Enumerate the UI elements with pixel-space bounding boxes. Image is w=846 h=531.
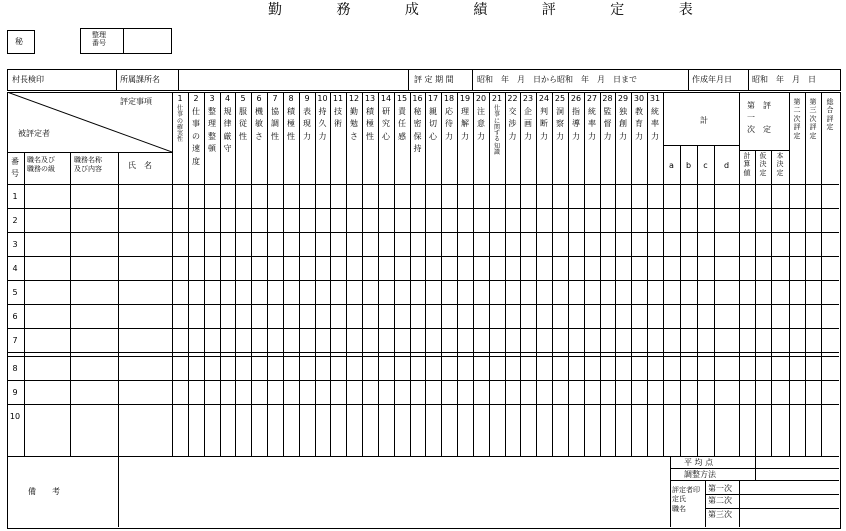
criterion-label: 企 画 力 bbox=[524, 107, 532, 141]
criterion-number: 10 bbox=[317, 94, 328, 103]
criterion-number: 22 bbox=[507, 94, 518, 103]
criterion-number: 27 bbox=[586, 94, 598, 103]
row-number: 6 bbox=[12, 312, 18, 321]
criterion-number: 16 bbox=[412, 94, 423, 103]
criterion-label: 持 久 力 bbox=[318, 107, 327, 141]
criterion-number: 29 bbox=[617, 94, 629, 103]
secret-label: 秘 bbox=[15, 37, 23, 46]
signature-row-label: 第一次 bbox=[708, 484, 732, 493]
criterion-label: 統 率 力 bbox=[588, 107, 596, 141]
col-no-label: 番 号 bbox=[11, 157, 19, 178]
criterion-label: 理 解 力 bbox=[461, 107, 469, 141]
criterion-label: 整 理 整 頓 bbox=[208, 107, 216, 154]
criterion-number: 15 bbox=[396, 94, 408, 103]
overall-eval-label: 総 合 評 定 bbox=[826, 98, 834, 132]
criterion-number: 20 bbox=[475, 94, 487, 103]
row-number: 2 bbox=[12, 216, 18, 225]
criterion-label: 交 渉 力 bbox=[508, 107, 517, 141]
criterion-number: 8 bbox=[288, 94, 294, 103]
criterion-number: 6 bbox=[256, 94, 262, 103]
criterion-number: 31 bbox=[649, 94, 661, 103]
criterion-label: 服 従 性 bbox=[239, 107, 247, 141]
col-name-label: 氏 名 bbox=[128, 161, 152, 170]
row-number: 10 bbox=[9, 412, 21, 421]
abcd-label: d bbox=[723, 161, 730, 170]
remarks-label: 備 考 bbox=[28, 487, 60, 496]
criterion-label: 機 敏 さ bbox=[255, 107, 263, 141]
criterion-number: 4 bbox=[224, 94, 231, 103]
signature-row-label: 第三次 bbox=[708, 510, 732, 519]
criterion-label: 勤 勉 さ bbox=[350, 107, 358, 141]
criterion-number: 28 bbox=[602, 94, 613, 103]
col-duty-label: 職務名称 及び内容 bbox=[74, 156, 102, 174]
abcd-label: a bbox=[669, 161, 674, 170]
ref-number-label: 整理 番号 bbox=[92, 31, 106, 48]
criterion-number: 18 bbox=[443, 94, 455, 103]
third-eval-label: 第 三 次 評 定 bbox=[809, 98, 817, 140]
criterion-label: 指 導 力 bbox=[572, 107, 580, 141]
criterion-label: 規 律 厳 守 bbox=[223, 107, 232, 154]
criterion-label: 注 意 力 bbox=[477, 107, 485, 141]
criterion-number: 2 bbox=[193, 94, 199, 103]
row-number: 5 bbox=[12, 288, 18, 297]
criterion-label: 仕 事 の 速 度 bbox=[192, 107, 200, 166]
evaluator-side-label: 評定者印 定氏 職名 bbox=[672, 486, 700, 513]
abcd-label: b bbox=[685, 161, 692, 170]
second-eval-label: 第 二 次 評 定 bbox=[793, 98, 801, 140]
adjust-label: 調整方法 bbox=[684, 470, 716, 479]
criterion-label: 仕 事 の 確 実 性 bbox=[176, 105, 183, 144]
row-number: 9 bbox=[12, 388, 18, 397]
temp-decision-label: 仮 決 定 bbox=[759, 152, 767, 177]
signature-row-label: 第二次 bbox=[708, 496, 732, 505]
items-label: 評定事項 bbox=[120, 97, 152, 106]
criterion-number: 25 bbox=[554, 94, 566, 103]
criterion-label: 積 極 性 bbox=[366, 107, 374, 141]
criterion-number: 19 bbox=[459, 94, 471, 103]
criterion-label: 親 切 心 bbox=[429, 107, 437, 141]
criterion-number: 7 bbox=[272, 94, 278, 103]
dept-name-label: 所属課所名 bbox=[120, 75, 160, 84]
calc-value-label: 計 算 値 bbox=[743, 152, 751, 177]
criterion-label: 判 断 力 bbox=[540, 107, 548, 141]
row-number: 1 bbox=[12, 192, 18, 201]
criterion-label: 責 任 感 bbox=[398, 107, 406, 141]
criterion-label: 協 調 性 bbox=[271, 107, 279, 141]
row-number: 3 bbox=[12, 240, 18, 249]
created-date: 昭和 年 月 日 bbox=[752, 75, 816, 84]
row-number: 4 bbox=[12, 264, 18, 273]
village-seal-label: 村長検印 bbox=[12, 75, 44, 84]
criterion-label: 研 究 心 bbox=[382, 107, 390, 141]
criterion-number: 21 bbox=[491, 94, 503, 103]
criterion-label: 表 現 力 bbox=[303, 107, 311, 141]
criterion-number: 30 bbox=[633, 94, 645, 103]
created-label: 作成年月日 bbox=[692, 75, 732, 84]
criterion-label: 応 待 力 bbox=[445, 107, 453, 141]
criterion-number: 9 bbox=[304, 94, 310, 103]
average-label: 平 均 点 bbox=[684, 458, 714, 467]
criterion-label: 教 育 力 bbox=[635, 107, 643, 141]
criterion-label: 監 督 力 bbox=[603, 107, 612, 141]
criterion-number: 17 bbox=[427, 94, 439, 103]
criterion-label: 積 極 性 bbox=[287, 107, 295, 141]
criterion-number: 5 bbox=[240, 94, 246, 103]
criterion-number: 3 bbox=[209, 94, 215, 103]
criterion-number: 14 bbox=[380, 94, 392, 103]
criterion-number: 24 bbox=[538, 94, 550, 103]
criterion-label: 秘 密 保 持 bbox=[413, 107, 422, 154]
criterion-label: 独 創 力 bbox=[619, 107, 627, 141]
first-eval-label: 第 評 一 次 定 bbox=[747, 101, 771, 134]
final-decision-label: 本 決 定 bbox=[776, 152, 784, 177]
criterion-label: 統 率 力 bbox=[651, 107, 659, 141]
criterion-number: 26 bbox=[570, 94, 582, 103]
criterion-label: 技 術 bbox=[334, 107, 342, 129]
total-label: 計 bbox=[700, 116, 708, 125]
row-number: 7 bbox=[12, 336, 18, 345]
criterion-number: 23 bbox=[522, 94, 534, 103]
col-rank-label: 職名及び 職務の級 bbox=[27, 156, 55, 174]
criterion-number: 1 bbox=[177, 94, 183, 103]
period-label: 評 定 期 間 bbox=[414, 75, 454, 84]
criterion-label: 仕 事 に 関 す る 知 識 bbox=[493, 105, 500, 157]
criterion-number: 13 bbox=[364, 94, 376, 103]
form-title: 勤 務 成 績 評 定 表 bbox=[268, 2, 718, 18]
abcd-label: c bbox=[703, 161, 708, 170]
period-value: 昭和 年 月 日から昭和 年 月 日まで bbox=[477, 75, 637, 84]
criterion-number: 11 bbox=[332, 94, 344, 103]
criterion-number: 12 bbox=[348, 94, 360, 103]
rated-label: 被評定者 bbox=[18, 129, 50, 138]
row-number: 8 bbox=[12, 364, 18, 373]
criterion-label: 洞 察 力 bbox=[556, 107, 564, 141]
